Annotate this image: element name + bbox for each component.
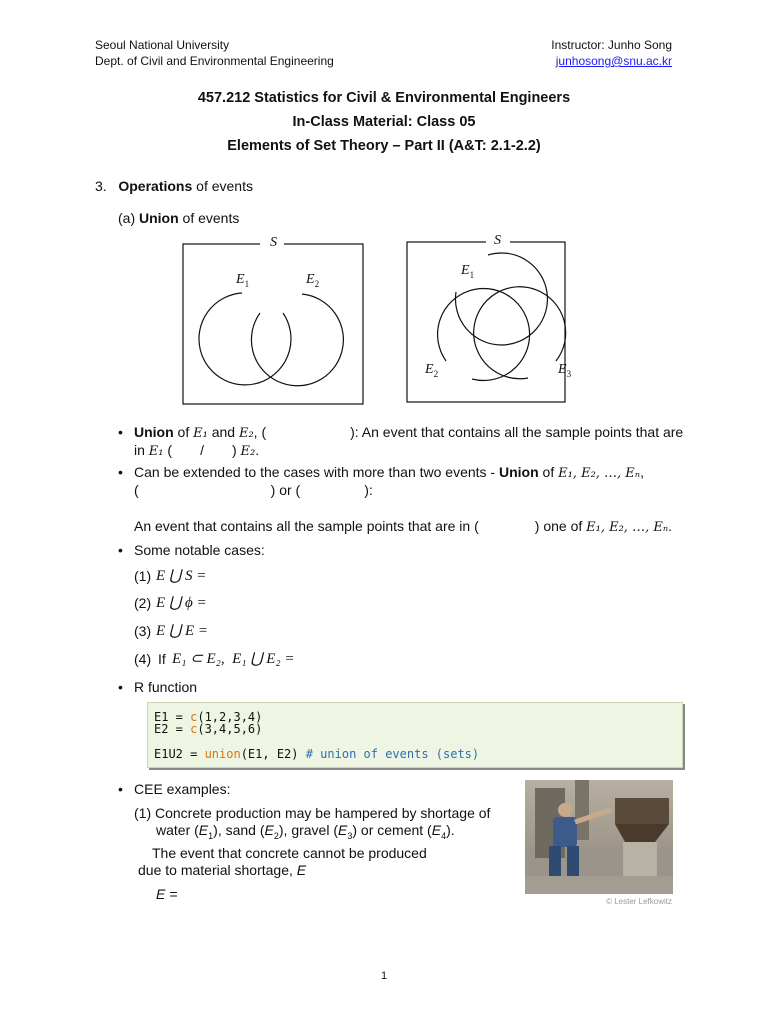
union-extension-line2: ( ) or ( ): [134, 482, 373, 498]
venn-right-s-label: S [494, 233, 501, 248]
class-title: In-Class Material: Class 05 [292, 114, 476, 130]
venn-left-e1-label: $E_1$ [236, 272, 250, 289]
case-1-number: (1) [134, 568, 152, 584]
example-1-line3: The event that concrete cannot be produced [152, 845, 427, 861]
example-1-line1: (1) Concrete production may be hampered by shortage of [134, 805, 491, 821]
topic-title: Elements of Set Theory – Part II (A&T: 2.1-2.2) [227, 138, 541, 154]
circle-e3-right [474, 287, 566, 379]
bullet-marker: • [118, 781, 123, 797]
page-number: 1 [380, 970, 388, 982]
union-extension-line3: An event that contains all the sample points that are in ( ) one of 𝐸₁, 𝐸₂, …, 𝐸ₙ. [134, 518, 672, 535]
code-line-1: E1 = c(1,2,3,4) [154, 710, 263, 724]
code-line-3: E1U2 = union(E1, E2) # union of events (sets) [154, 747, 480, 761]
section-heading: 3. Operations of events [95, 178, 253, 194]
sample-space-box-left [183, 244, 363, 404]
header-department: Dept. of Civil and Environmental Engineering [95, 54, 334, 68]
example-1-answer: E = [156, 886, 178, 902]
case-1-expression: E ⋃ S = [156, 568, 207, 584]
venn-right-e1-label: $E_1$ [461, 263, 475, 280]
case-3-number: (3) [134, 623, 152, 639]
concrete-worker-photo [525, 780, 673, 894]
case-4-if: If [158, 651, 166, 667]
bullet-marker: • [118, 424, 123, 440]
example-1-line4: due to material shortage, E [138, 862, 307, 878]
circle-e2-right [438, 288, 530, 380]
code-line-2: E2 = c(3,4,5,6) [154, 722, 263, 736]
case-4-number: (4) [134, 651, 152, 667]
case-2-number: (2) [134, 595, 152, 611]
case-4-expression: E₁ ⊂ E₂, E₁ ⋃ E₂ = [172, 651, 295, 667]
venn-diagrams [170, 230, 590, 410]
r-function-label: R function [134, 679, 198, 695]
union-extension-line1: Can be extended to the cases with more than two events - Union of 𝐸₁, 𝐸₂, …, 𝐸ₙ, [134, 464, 644, 481]
venn-right-e2-label: $E_2$ [425, 362, 439, 379]
notable-cases-label: Some notable cases: [134, 542, 265, 558]
subsection-heading: (a) Union of events [118, 210, 240, 226]
r-code-block [147, 702, 683, 768]
venn-right-e3-label: $E_3$ [558, 362, 572, 379]
bullet-marker: • [118, 542, 123, 558]
circle-e1-left [199, 293, 291, 385]
email-link[interactable]: junhosong@snu.ac.kr [555, 54, 672, 68]
bullet-marker: • [118, 679, 123, 695]
photo-credit: © Lester Lefkowitz [606, 897, 672, 906]
header-university: Seoul National University [95, 38, 230, 52]
case-2-expression: E ⋃ ϕ = [156, 595, 207, 611]
union-definition-line2: in 𝐸₁ ( / ) 𝐸₂. [134, 442, 260, 459]
header-instructor: Instructor: Junho Song [551, 38, 672, 52]
venn-left-s-label: S [270, 235, 277, 250]
union-definition-line1: Union of 𝐸₁ and 𝐸₂, ( ): An event that contains all the sample points that are [134, 424, 684, 441]
course-title: 457.212 Statistics for Civil & Environmental Engineers [197, 90, 571, 106]
case-3-expression: E ⋃ E = [156, 623, 209, 639]
venn-left-e2-label: $E_2$ [306, 272, 320, 289]
bullet-marker: • [118, 464, 123, 480]
venn-two-sets [183, 236, 363, 404]
example-1-line2: water $(E_1)$, sand $(E_2)$, gravel $(E_3)$ or cement $(E_4)$. [156, 822, 455, 841]
cee-examples-label: CEE examples: [134, 781, 231, 797]
circle-e2-left [251, 294, 343, 386]
